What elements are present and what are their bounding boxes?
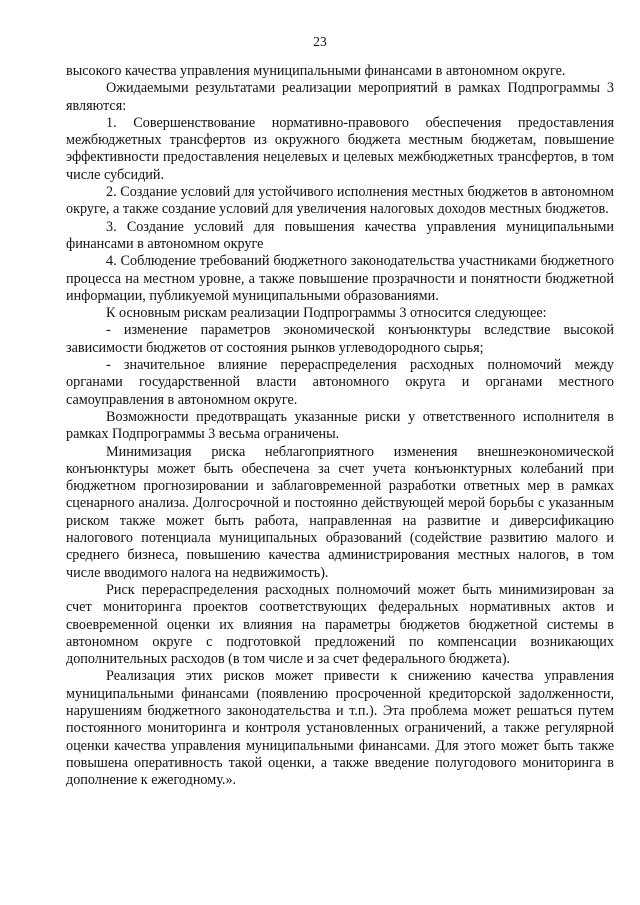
paragraph-continuation: высокого качества управления муниципальными финансами в автономном округе. — [66, 63, 566, 79]
paragraph-risk-minimization: Минимизация риска неблагоприятного изменения внешнеэкономической конъюнктуры может быть обеспечена за счет учета конъюнктурных колебаний при бюджетном прогнозировании и заблаговременной разработки ответных мер в рамках сценарного анализа. Долгосрочной и постоянно действующей мерой борьбы с указанным риском также может быть работа, направленная на развитие и диверсификацию налогового потенциала муниципальных образований (содействие развитию малого и среднего бизнеса, повышению качества администрирования местных налогов, в том числе вводимого налога на недвижимость). — [66, 443, 614, 581]
list-item-result-1: 1. Совершенствование нормативно-правового обеспечения предоставления межбюджетных трансфертов из окружного бюджета местным бюджетам, повышение эффективности предоставления нецелевых и целевых межбюджетных трансфертов, в том числе субсидий. — [66, 114, 614, 183]
paragraph-redistribution-risk: Риск перераспределения расходных полномочий может быть минимизирован за счет мониторинга проектов соответствующих федеральных нормативных актов и своевременной оценки их влияния на параметры бюджетов бюджетной системы в автономном округе с подготовкой предложений по компенсации возникающих дополнительных расходов (в том числе и за счет федерального бюджета). — [66, 581, 614, 668]
list-item-result-2: 2. Создание условий для устойчивого исполнения местных бюджетов в автономном округе, а также создание условий для увеличения налоговых доходов местных бюджетов. — [66, 184, 614, 218]
page-number: 23 — [313, 34, 327, 49]
list-item-result-3: 3. Создание условий для повышения качества управления муниципальными финансами в автономном округе — [66, 218, 614, 252]
paragraph-risk-prevention: Возможности предотвращать указанные риски у ответственного исполнителя в рамках Подпрограммы 3 весьма ограничены. — [66, 408, 614, 443]
document-body — [66, 63, 614, 789]
list-item-risk-2: - значительное влияние перераспределения расходных полномочий между органами государственной власти автономного округа и органами местного самоуправления в автономном округе. — [66, 357, 614, 408]
list-item-risk-1: - изменение параметров экономической конъюнктуры вследствие высокой зависимости бюджетов от состояния рынков углеводородного сырья; — [66, 322, 614, 356]
list-item-result-4: 4. Соблюдение требований бюджетного законодательства участниками бюджетного процесса на местном уровне, а также повышение прозрачности и понятности бюджетной информации, публикуемой муниципальными образованиями. — [66, 253, 614, 304]
paragraph-risks-intro: К основным рискам реализации Подпрограммы 3 относится следующее: — [106, 305, 547, 322]
paragraph-expected-results-intro: Ожидаемыми результатами реализации мероприятий в рамках Подпрограммы 3 являются: — [66, 80, 614, 114]
paragraph-risk-consequences: Реализация этих рисков может привести к снижению качества управления муниципальными финансами (появлению просроченной кредиторской задолженности, нарушениям бюджетного законодательства и т.п.). Эта проблема может решаться путем постоянного мониторинга и контроля установленных ограничений, а также регулярной оценки качества управления муниципальными финансами. Для этого может быть также повышена оперативность такой оценки, а также введение полугодового мониторинга в дополнение к ежегодному.». — [66, 668, 614, 789]
